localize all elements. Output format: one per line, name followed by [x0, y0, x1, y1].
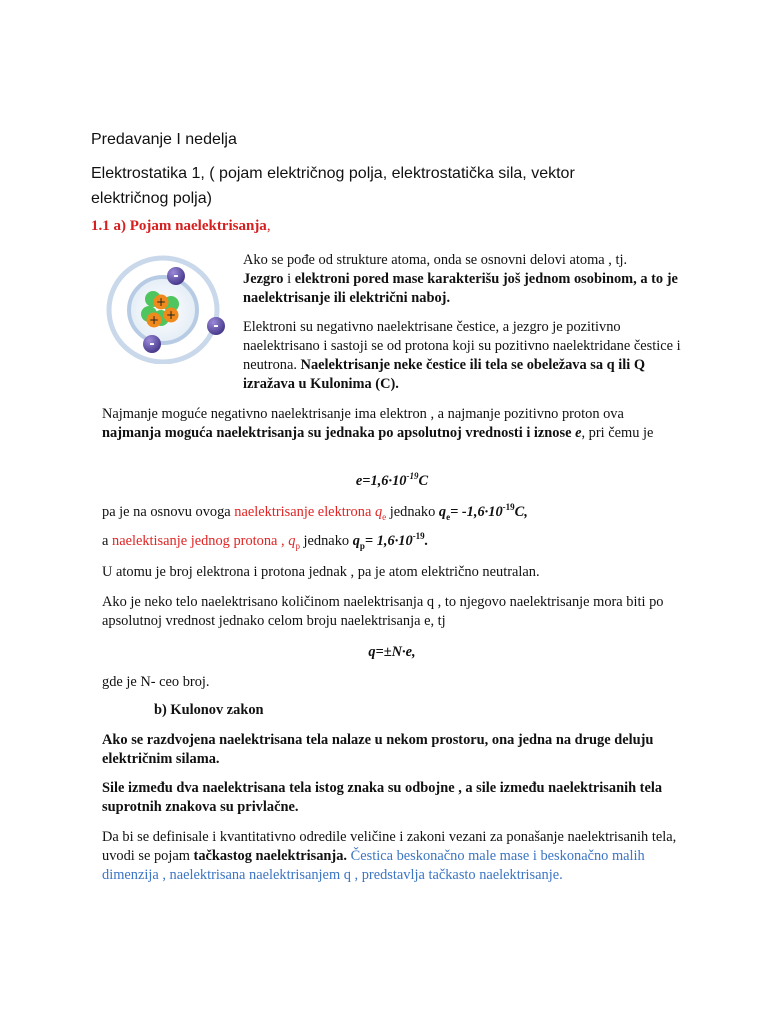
paragraph-charge-definition: Elektroni su negativno naelektrisane čestice, a jezgro je pozitivno naelektrisano i sastoji se od protona koji su pozitivno naelektridane čestice i neutrona. Naelektrisanje neke čestice ili tela se obeležava sa q ili Q izražava u Kulonima (C). [243, 319, 681, 392]
plus-sign: + [148, 313, 160, 327]
paragraph-elementary-charge: Najmanje moguće negativno naelektrisanje ima elektron , a najmanje pozitivno proton ova najmanja moguća naelektrisanja su jednaka po apsolutnoj vrednosti i iznose e, pri čemu je [102, 406, 654, 441]
paragraph-proton-charge: a naelektisanje jednog protona , $q_p$ jednako $q_p= 1,6\cdot 10^{-19}$. [102, 531, 429, 551]
page-subtitle: Elektrostatika 1, ( pojam električnog polja, elektrostatička sila, vektor električnog polja) [91, 165, 575, 207]
plus-sign: + [155, 295, 167, 309]
paragraph-repulsion-attraction: Sile između dva naelektrisana tela istog znaka su odbojne , a sile između naelektrisanih tela suprotnih znakova su privlačne. [102, 780, 663, 815]
minus-sign: - [149, 337, 155, 352]
plus-sign: + [165, 308, 177, 322]
atom-illustration [101, 252, 236, 364]
page-title: Predavanje I nedelja [91, 131, 237, 148]
paragraph-integer-note: gde je N- ceo broj. [102, 674, 210, 690]
section-a-label: 1.1 a) Pojam naelektrisanja [91, 218, 267, 234]
section-a-comma: , [266, 218, 271, 234]
section-b-heading: b) Kulonov zakon [154, 702, 264, 718]
formula-charge-quantization: q=±N·e, [368, 644, 416, 660]
electron-left [143, 335, 161, 353]
inner-orbit [129, 277, 197, 343]
minus-sign: - [173, 269, 179, 284]
formula-elementary-charge: $e=1,6\cdot 10^{-19}C$ [355, 471, 429, 489]
paragraph-electron-charge: pa je na osnovu ovoga naelektrisanje elektrona $q_e$ jednako $q_e= -1,6\cdot 10^{-19}C$, [102, 502, 528, 522]
paragraph-coulomb-forces: Ako se razdvojena naelektrisana tela nalaze u nekom prostoru, ona jedna na druge deluju električnim silama. [102, 732, 654, 767]
minus-sign: - [213, 319, 219, 334]
section-a-heading [91, 218, 271, 235]
paragraph-atom-structure: Ako se pođe od strukture atoma, onda se osnovni delovi atoma , tj. Jezgro i elektroni pored mase karakterišu još jednom osobinom, a to je naelektrisanje ili električni naboj. [243, 252, 678, 306]
paragraph-charge-quantization: Ako je neko telo naelektrisano količinom naelektrisanja q , to njegovo naelektrisanje mora biti po apsolutnoj vrednost jednako celom broju naelektrisanja e, tj [102, 594, 664, 629]
electron-right [207, 317, 225, 335]
electron-top [167, 267, 185, 285]
paragraph-neutral-atom: U atomu je broj elektrona i protona jednak , pa je atom električno neutralan. [102, 564, 540, 580]
paragraph-point-charge: Da bi se definisale i kvantitativno odredile veličine i zakoni vezani za ponašanje naelektrisanih tela, uvodi se pojam tačkastog naelektrisanja. Čestica beskonačno male mase i beskonačno malih dimenzija , naelektrisana naelektrisanjem q , predstavlja tačkasto naelektrisanje. [102, 829, 677, 883]
